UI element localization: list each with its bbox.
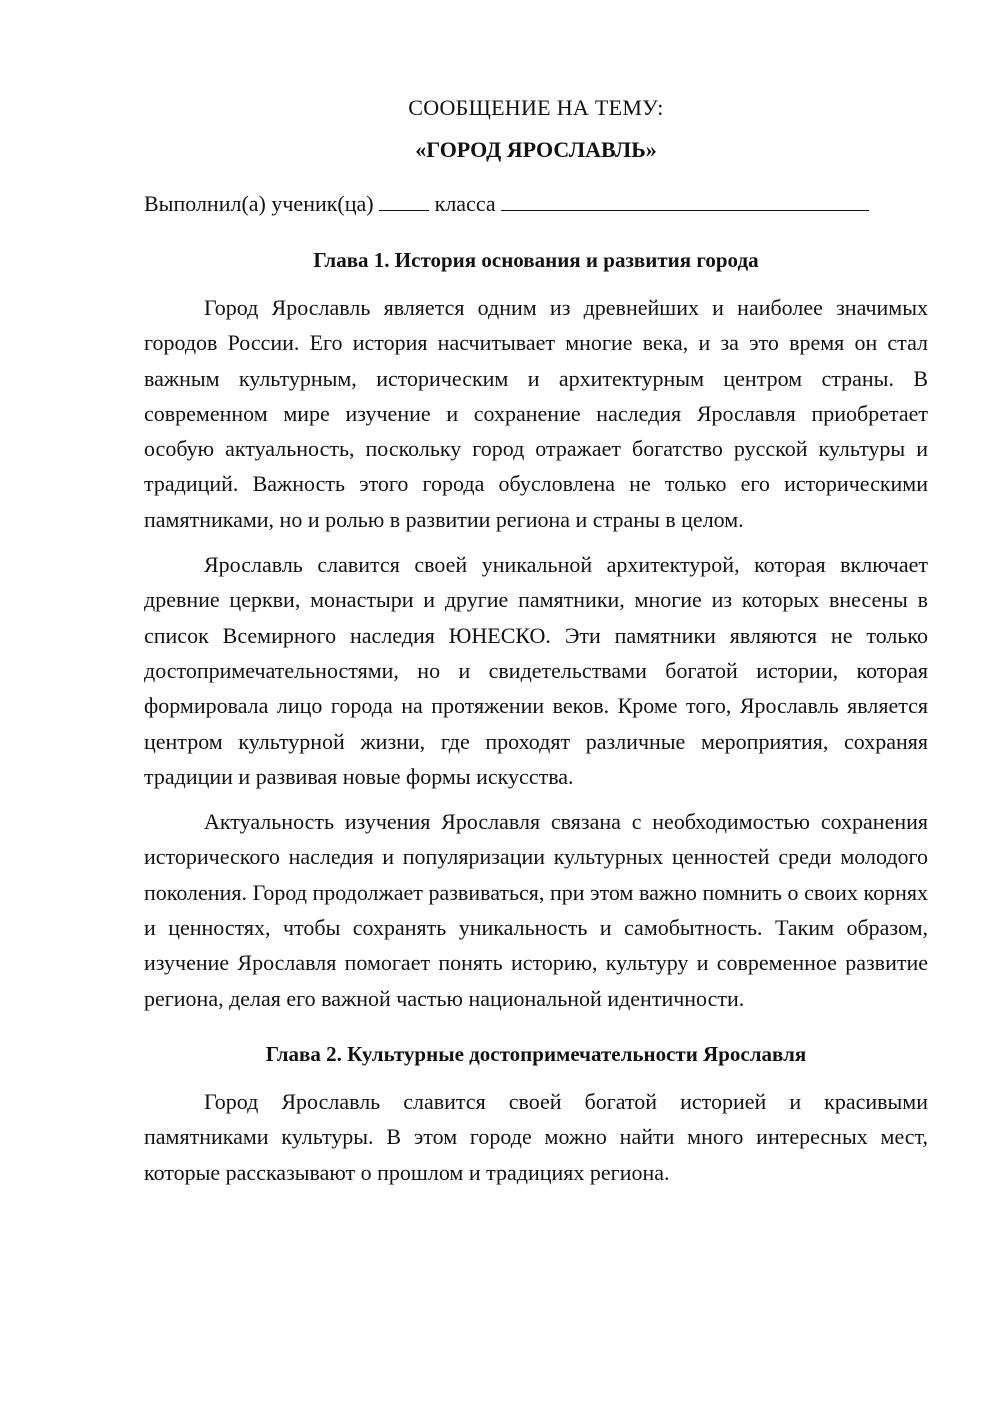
subject-line: СООБЩЕНИЕ НА ТЕМУ: xyxy=(408,95,664,120)
author-line xyxy=(144,188,928,220)
class-blank-field xyxy=(379,190,429,211)
chapter-1-paragraph: Ярославль славится своей уникальной архитектурой, которая включает древние церкви, монастыри и другие памятники, многие из которых внесены в список Всемирного наследия ЮНЕСКО. Эти памятники являются не только достопримечательностями, но и свидетельствами богатой истории, которая формировала лицо города на протяжении веков. Кроме того, Ярославль является центром культурной жизни, где проходят различные мероприятия, сохраняя традиции и развивая новые формы искусства. xyxy=(144,552,928,789)
student-label: Выполнил(а) ученик(ца) xyxy=(144,191,374,216)
document-title: «ГОРОД ЯРОСЛАВЛЬ» xyxy=(415,137,657,162)
chapter-1-paragraph: Город Ярославль является одним из древнейших и наиболее значимых городов России. Его история насчитывает многие века, и за это время он стал важным культурным, историческим и архитектурным центром страны. В современном мире изучение и сохранение наследия Ярославля приобретает особую актуальность, поскольку город отражает богатство русской культуры и традиций. Важность этого города обусловлена не только его историческими памятниками, но и ролью в развитии региона и страны в целом. xyxy=(144,295,928,532)
chapter-1-paragraph: Актуальность изучения Ярославля связана с необходимостью сохранения исторического наследия и популяризации культурных ценностей среди молодого поколения. Город продолжает развиваться, при этом важно помнить о своих корнях и ценностях, чтобы сохранять уникальность и самобытность. Таким образом, изучение Ярославля помогает понять историю, культуру и современное развитие региона, делая его важной частью национальной идентичности. xyxy=(144,809,928,1011)
document-body xyxy=(144,92,928,1200)
class-label: класса xyxy=(434,191,496,216)
chapter-2-paragraph: Город Ярославль славится своей богатой историей и красивыми памятниками культуры. В этом городе можно найти много интересных мест, которые рассказывают о прошлом и традициях региона. xyxy=(144,1088,928,1185)
chapter-2-title: Глава 2. Культурные достопримечательности Ярославля xyxy=(265,1041,807,1066)
chapter-1-title: Глава 1. История основания и развития города xyxy=(313,248,759,272)
name-blank-field xyxy=(501,190,869,211)
